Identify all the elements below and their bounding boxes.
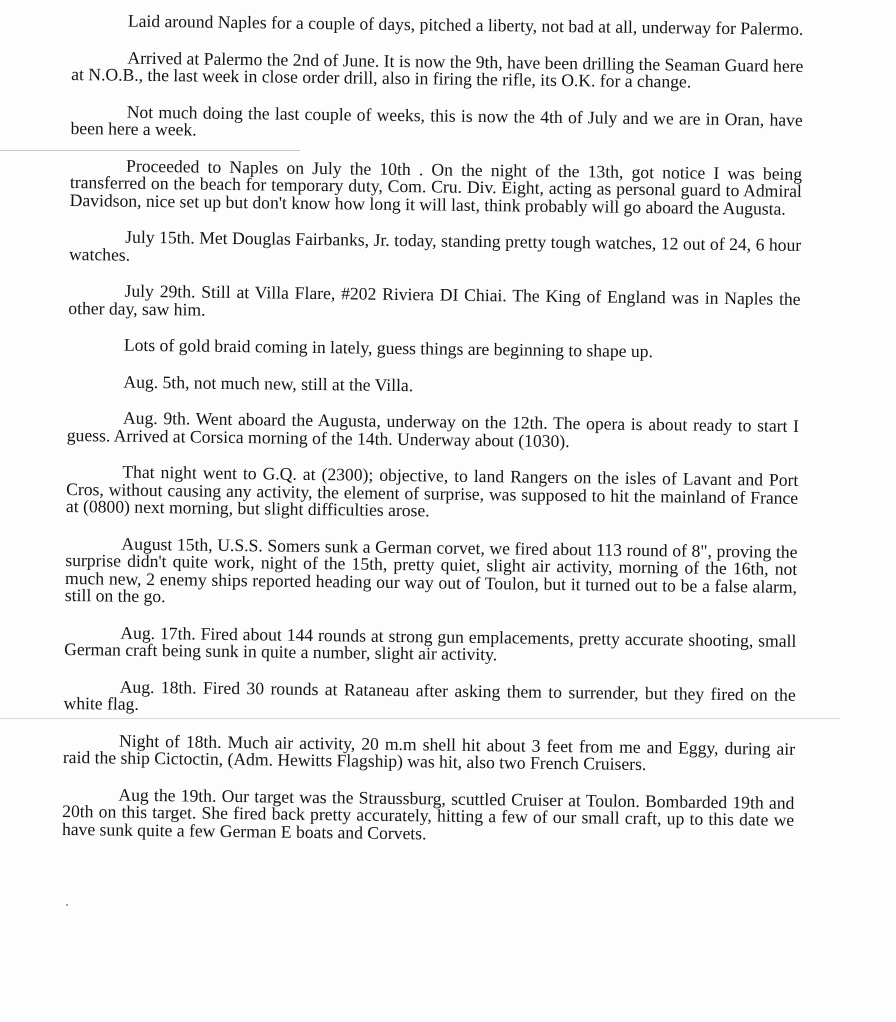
paragraph: Not much doing the last couple of weeks, this is now the 4th of July and we are in Oran, have been here a week. bbox=[70, 101, 803, 140]
paragraph: Aug the 19th. Our target was the Straussburg, scuttled Cruiser at Toulon. Bombarded 19th and 20th on this target. She fired back pretty accurately, hitting a few of our small craft, up to this date we have sunk quite a few German E boats and Corvets. bbox=[61, 784, 795, 843]
diary-text bbox=[62, 12, 804, 866]
paragraph: Proceeded to Naples on July the 10th . On the night of the 13th, got notice I was being transferred on the beach for temporary duty, Com. Cru. Div. Eight, acting as personal guard to Admiral Davidson, nice set up but don't know how long it will last, think probably will go aboard the Augusta. bbox=[69, 155, 803, 219]
paragraph: Laid around Naples for a couple of days, pitched a liberty, not bad at all, underway for Palermo. bbox=[127, 10, 804, 39]
paragraph: August 15th, U.S.S. Somers sunk a German corvet, we fired about 113 round of 8", proving the surprise didn't quite work, night of the 15th, pretty quiet, slight air activity, morning of the 16th, not much new, 2 enemy ships reported heading our way out of Toulon, but it turned out to be a false alarm, still on the go. bbox=[64, 533, 798, 607]
scan-speck bbox=[66, 904, 68, 906]
paragraph: Aug. 5th, not much new, still at the Villa. bbox=[123, 371, 414, 395]
paragraph: Lots of gold braid coming in lately, guess things are beginning to shape up. bbox=[123, 334, 654, 362]
paragraph: Aug. 17th. Fired about 144 rounds at strong gun emplacements, pretty accurate shooting, small German craft being sunk in quite a number, slight air activity. bbox=[64, 622, 797, 665]
paragraph: Night of 18th. Much air activity, 20 m.m shell hit about 3 feet from me and Eggy, during air raid the ship Cictoctin, (Adm. Hewitts Flagship) was hit, also two French Cruisers. bbox=[62, 730, 796, 775]
paragraph: That night went to G.Q. at (2300); objective, to land Rangers on the isles of Lavant and Port Cros, without causing any activity, the element of surprise, was supposed to hit the mainland of France at (0800) next morning, but slight difficulties arose. bbox=[65, 461, 799, 521]
paragraph: July 29th. Still at Villa Flare, #202 Riviera DI Chiai. The King of England was in Naples the other day, saw him. bbox=[68, 280, 801, 320]
paragraph: Aug. 9th. Went aboard the Augusta, underway on the 12th. The opera is about ready to start I guess. Arrived at Corsica morning of the 14th. Underway about (1030). bbox=[66, 407, 800, 451]
paragraph: Arrived at Palermo the 2nd of June. It is now the 9th, have been drilling the Seaman Guard here at N.O.B., the last week in close order drill, also in firing the rifle, its O.K. for a change. bbox=[71, 47, 804, 92]
paragraph: July 15th. Met Douglas Fairbanks, Jr. today, standing pretty tough watches, 12 out of 24, 6 hour watches. bbox=[68, 226, 802, 265]
paragraph: Aug. 18th. Fired 30 rounds at Rataneau after asking them to surrender, but they fired on the white flag. bbox=[63, 676, 796, 714]
